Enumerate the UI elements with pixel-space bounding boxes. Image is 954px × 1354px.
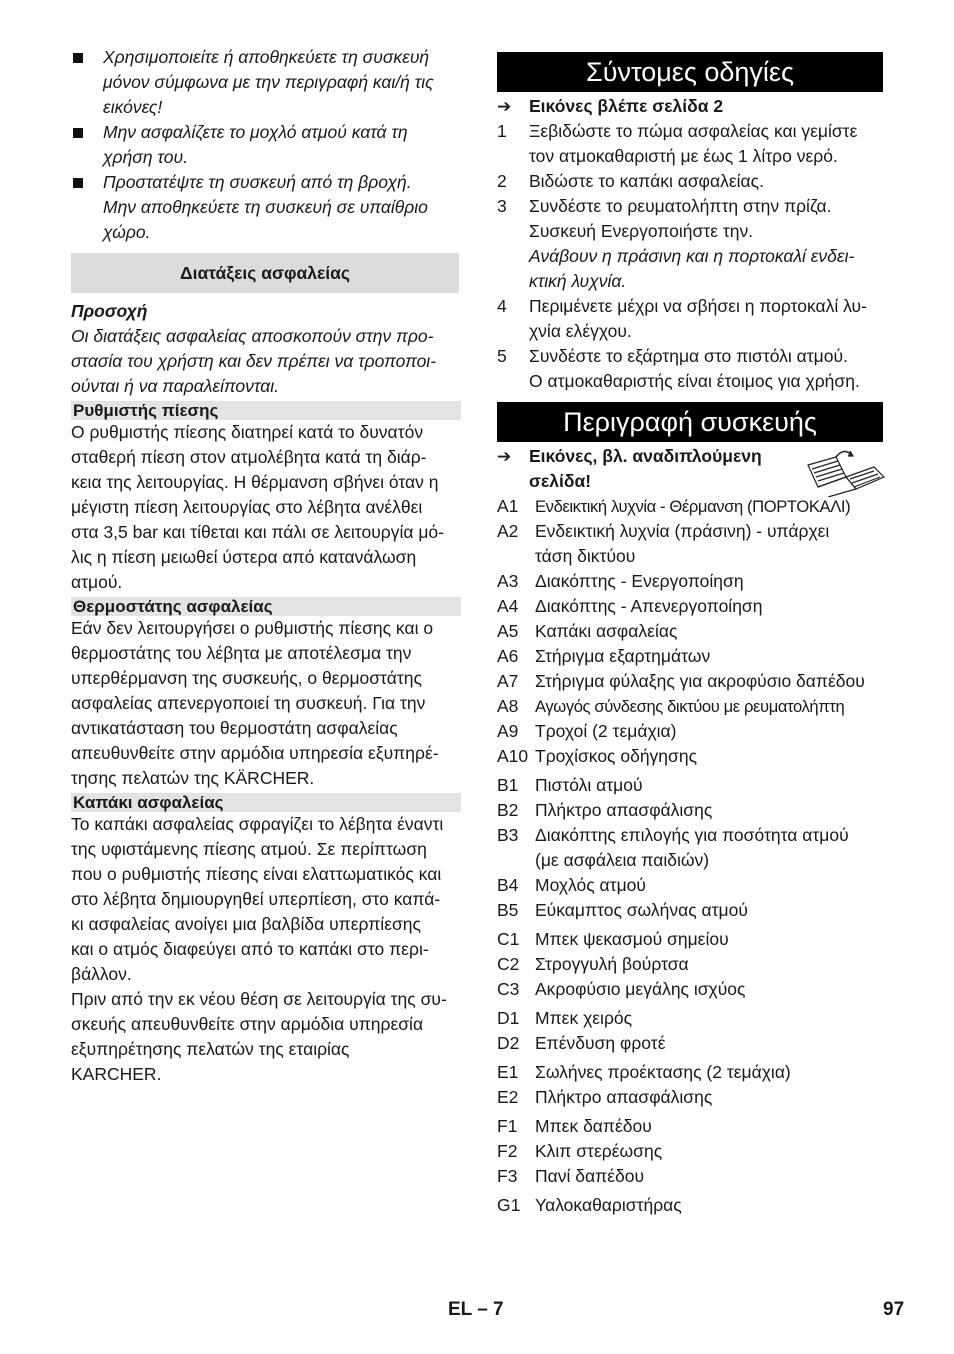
- step-number: 2: [497, 171, 507, 191]
- part-code: A9: [497, 721, 519, 741]
- reference-text: Εικόνες, βλ. αναδιπλούμενη: [529, 446, 762, 466]
- pressure-regulator-heading: Ρυθμιστής πίεσης: [71, 401, 461, 420]
- part-code: E2: [497, 1087, 519, 1107]
- device-part-item: [497, 494, 883, 519]
- text-line: μέγιστη πίεση λειτουργίας στο λέβητα ανέλθει: [71, 497, 423, 517]
- step-line: Συνδέστε το εξάρτημα στο πιστόλι ατμού.: [529, 346, 848, 366]
- bullet-item: [71, 170, 459, 245]
- step-line: τον ατμοκαθαριστή με έως 1 λίτρο νερό.: [529, 146, 838, 166]
- device-part-item: [497, 823, 883, 873]
- part-code: A3: [497, 571, 519, 591]
- left-column: [71, 45, 459, 1087]
- safety-thermostat-text: [71, 616, 459, 791]
- bullet-line: μόνον σύμφωνα με την περιγραφή και/ή τις: [103, 72, 434, 92]
- text-line: Το καπάκι ασφαλείας σφραγίζει το λέβητα έναντι: [71, 814, 444, 834]
- device-part-item: [497, 927, 883, 952]
- step-number: 5: [497, 346, 507, 366]
- square-bullet-icon: [71, 120, 103, 170]
- device-part-item: [497, 1031, 883, 1056]
- step-line: Συνδέστε το ρευματολήπτη στην πρίζα.: [529, 196, 832, 216]
- device-part-item: [497, 1114, 883, 1139]
- part-code: G1: [497, 1195, 521, 1215]
- text-line: υπερθέρμανση της συσκευής, ο θερμοστάτης: [71, 668, 422, 688]
- part-code: D1: [497, 1008, 520, 1028]
- caution-line: ούνται ή να παραλείπονται.: [71, 376, 279, 396]
- device-part-item: [497, 1085, 883, 1110]
- part-code: A10: [497, 746, 529, 766]
- part-description: Διακόπτης - Απενεργοποίηση: [535, 596, 763, 616]
- text-line: κι ασφαλείας ανοίγει μια βαλβίδα υπερπίεσης: [71, 914, 421, 934]
- part-description: Τροχίσκος οδήγησης: [535, 746, 698, 766]
- device-part-item: [497, 644, 883, 669]
- device-part-item: [497, 1006, 883, 1031]
- pressure-regulator-text: [71, 420, 459, 595]
- part-code: F1: [497, 1116, 518, 1136]
- text-line: σταθερή πίεση στον ατμολέβητα κατά τη διάρ-: [71, 447, 427, 467]
- part-code: B4: [497, 875, 519, 895]
- text-line: της υφιστάμενης πίεσης ατμού. Σε περίπτωση: [71, 839, 427, 859]
- part-description: Μπεκ χειρός: [535, 1008, 633, 1028]
- text-line: ατμού.: [71, 572, 123, 592]
- part-description: Μπεκ ψεκασμού σημείου: [535, 929, 729, 949]
- part-description: Στήριγμα εξαρτημάτων: [535, 646, 711, 666]
- device-part-item: [497, 1193, 883, 1218]
- step-line: Ο ατμοκαθαριστής είναι έτοιμος για χρήση.: [529, 371, 860, 391]
- part-code: A6: [497, 646, 519, 666]
- device-part-item: [497, 1139, 883, 1164]
- device-part-item: [497, 594, 883, 619]
- part-code: C3: [497, 979, 520, 999]
- device-part-item: [497, 744, 883, 769]
- text-line: λις η πίεση μειωθεί ύστερα από κατανάλωση: [71, 547, 417, 567]
- square-bullet-icon: [71, 170, 103, 245]
- device-part-item: [497, 694, 883, 719]
- text-line: στο λέβητα δημιουργηθεί υπερπίεση, στο καπά-: [71, 889, 441, 909]
- step-item: [497, 344, 883, 394]
- part-code: A5: [497, 621, 519, 641]
- device-part-item: [497, 773, 883, 798]
- part-description: Πιστόλι ατμού: [535, 775, 643, 795]
- part-description: Στρογγυλή βούρτσα: [535, 954, 689, 974]
- part-code: C1: [497, 929, 520, 949]
- reference-text: σελίδα!: [529, 471, 592, 491]
- part-description: Πανί δαπέδου: [535, 1166, 645, 1186]
- step-line: Περιμένετε μέχρι να σβήσει η πορτοκαλί λυ-: [529, 296, 867, 316]
- step-number: 4: [497, 296, 507, 316]
- part-description: Σωλήνες προέκτασης (2 τεμάχια): [535, 1062, 791, 1082]
- device-part-item: [497, 569, 883, 594]
- safety-devices-heading: Διατάξεις ασφαλείας: [71, 253, 459, 293]
- safety-cap-text: [71, 812, 459, 1087]
- footer-language-label: EL – 7: [448, 1299, 504, 1320]
- usage-bullets: [71, 45, 459, 245]
- text-line: κεια της λειτουργίας. Η θέρμανση σβήνει όταν η: [71, 472, 439, 492]
- page-number: 97: [883, 1299, 905, 1320]
- foldout-book-icon: [806, 447, 886, 497]
- part-description: Ενδεικτική λυχνία - Θέρμανση (ΠΟΡΤΟΚΑΛΙ): [535, 497, 851, 516]
- part-description: Κλιπ στερέωσης: [535, 1141, 663, 1161]
- arrow-right-icon: ➔: [497, 97, 512, 116]
- bullet-item: [71, 120, 459, 170]
- step-number: 1: [497, 121, 507, 141]
- part-description: Εύκαμπτος σωλήνας ατμού: [535, 900, 748, 920]
- text-line: αντικατάσταση του θερμοστάτη ασφαλείας: [71, 718, 398, 738]
- part-code: F2: [497, 1141, 518, 1161]
- part-description: Υαλοκαθαριστήρας: [535, 1195, 682, 1215]
- safety-thermostat-heading: Θερμοστάτης ασφαλείας: [71, 597, 461, 616]
- part-code: A7: [497, 671, 519, 691]
- quick-guide-heading: Σύντομες οδηγίες: [497, 52, 883, 92]
- text-line: που ο ρυθμιστής πίεσης είναι ελαττωματικός και: [71, 864, 442, 884]
- part-code: A2: [497, 521, 519, 541]
- text-line: στα 3,5 bar και τίθεται και πάλι σε λειτουργία μό-: [71, 522, 444, 542]
- part-code: F3: [497, 1166, 518, 1186]
- part-description: Μοχλός ατμού: [535, 875, 646, 895]
- square-bullet-icon: [71, 45, 103, 120]
- part-description: Στήριγμα φύλαξης για ακροφύσιο δαπέδου: [535, 671, 865, 691]
- step-note-line: Ανάβουν η πράσινη και η πορτοκαλί ενδει-: [529, 246, 855, 266]
- right-column: [497, 45, 883, 1218]
- text-line: Ο ρυθμιστής πίεσης διατηρεί κατά το δυνατόν: [71, 422, 424, 442]
- step-item: [497, 119, 883, 169]
- part-code: A8: [497, 696, 519, 716]
- part-description: Ενδεικτική λυχνία (πράσινη) - υπάρχει: [535, 521, 830, 541]
- step-item: [497, 169, 883, 194]
- text-line: Πριν από την εκ νέου θέση σε λειτουργία της συ-: [71, 989, 447, 1009]
- device-part-item: [497, 952, 883, 977]
- step-number: 3: [497, 196, 507, 216]
- device-description-heading: Περιγραφή συσκευής: [497, 402, 883, 442]
- part-code: A1: [497, 496, 519, 516]
- part-description: Πλήκτρο απασφάλισης: [535, 1087, 713, 1107]
- part-code: B2: [497, 800, 519, 820]
- safety-cap-heading: Καπάκι ασφαλείας: [71, 793, 461, 812]
- device-part-item: [497, 719, 883, 744]
- text-line: KARCHER.: [71, 1064, 162, 1084]
- device-part-item: [497, 519, 883, 569]
- device-parts-list: [497, 494, 883, 1218]
- part-code: A4: [497, 596, 519, 616]
- text-line: σκευής απευθυνθείτε στην αρμόδια υπηρεσία: [71, 1014, 424, 1034]
- caution-text: [71, 324, 459, 399]
- bullet-line: Μην αποθηκεύετε τη συσκευή σε υπαίθριο: [103, 197, 428, 217]
- part-description: Επένδυση φροτέ: [535, 1033, 666, 1053]
- step-line: Συσκευή Ενεργοποιήστε την.: [529, 221, 754, 241]
- part-description: τάση δικτύου: [535, 546, 636, 566]
- step-note-line: κτική λυχνία.: [529, 271, 627, 291]
- bullet-line: Χρησιμοποιείτε ή αποθηκεύετε τη συσκευή: [103, 47, 430, 67]
- bullet-line: χρήση του.: [103, 147, 188, 167]
- bullet-line: χώρο.: [103, 222, 151, 242]
- device-part-item: [497, 873, 883, 898]
- arrow-right-icon: ➔: [497, 447, 512, 466]
- part-description: Πλήκτρο απασφάλισης: [535, 800, 713, 820]
- part-code: E1: [497, 1062, 519, 1082]
- part-code: B1: [497, 775, 519, 795]
- device-part-item: [497, 669, 883, 694]
- step-item: [497, 294, 883, 344]
- part-code: B3: [497, 825, 519, 845]
- device-part-item: [497, 619, 883, 644]
- step-line: χνία ελέγχου.: [529, 321, 632, 341]
- part-code: B5: [497, 900, 519, 920]
- step-line: Βιδώστε το καπάκι ασφαλείας.: [529, 171, 764, 191]
- device-part-item: [497, 1164, 883, 1189]
- caution-line: στασία του χρήστη και δεν πρέπει να τροποποι-: [71, 351, 437, 371]
- text-line: εξυπηρέτησης πελατών της εταιρίας: [71, 1039, 350, 1059]
- text-line: τησης πελατών της KÄRCHER.: [71, 768, 315, 788]
- caution-title: Προσοχή: [71, 301, 148, 321]
- part-description: Ακροφύσιο μεγάλης ισχύος: [535, 979, 746, 999]
- part-description: Καπάκι ασφαλείας: [535, 621, 678, 641]
- text-line: ασφαλείας απενεργοποιεί τη συσκευή. Για την: [71, 693, 426, 713]
- bullet-line: Μην ασφαλίζετε το μοχλό ατμού κατά τη: [103, 122, 408, 142]
- text-line: απευθυνθείτε στην αρμόδια υπηρεσία εξυπηρέ-: [71, 743, 439, 763]
- part-code: C2: [497, 954, 520, 974]
- part-description: Μπεκ δαπέδου: [535, 1116, 652, 1136]
- bullet-line: εικόνες!: [103, 97, 163, 117]
- step-item: [497, 194, 883, 294]
- bullet-line: Προστατέψτε τη συσκευή από τη βροχή.: [103, 172, 412, 192]
- device-part-item: [497, 977, 883, 1002]
- device-part-item: [497, 898, 883, 923]
- caution-line: Οι διατάξεις ασφαλείας αποσκοπούν στην προ-: [71, 326, 434, 346]
- text-line: και ο ατμός διαφεύγει από το καπάκι στο περι-: [71, 939, 429, 959]
- reference-text: Εικόνες βλέπε σελίδα 2: [529, 96, 724, 116]
- text-line: Εάν δεν λειτουργήσει ο ρυθμιστής πίεσης και ο: [71, 618, 434, 638]
- text-line: θερμοστάτης του λέβητα με αποτέλεσμα την: [71, 643, 412, 663]
- part-description: (με ασφάλεια παιδιών): [535, 850, 710, 870]
- step-line: Ξεβιδώστε το πώμα ασφαλείας και γεμίστε: [529, 121, 858, 141]
- quick-steps: [497, 119, 883, 394]
- part-description: Διακόπτης - Ενεργοποίηση: [535, 571, 744, 591]
- bullet-item: [71, 45, 459, 120]
- part-description: Αγωγός σύνδεσης δικτύου με ρευματολήπτη: [535, 697, 845, 716]
- part-description: Διακόπτης επιλογής για ποσότητα ατμού: [535, 825, 849, 845]
- device-part-item: [497, 798, 883, 823]
- text-line: βάλλον.: [71, 964, 132, 984]
- device-part-item: [497, 1060, 883, 1085]
- quick-guide-reference: [497, 94, 883, 119]
- part-description: Τροχοί (2 τεμάχια): [535, 721, 677, 741]
- part-code: D2: [497, 1033, 520, 1053]
